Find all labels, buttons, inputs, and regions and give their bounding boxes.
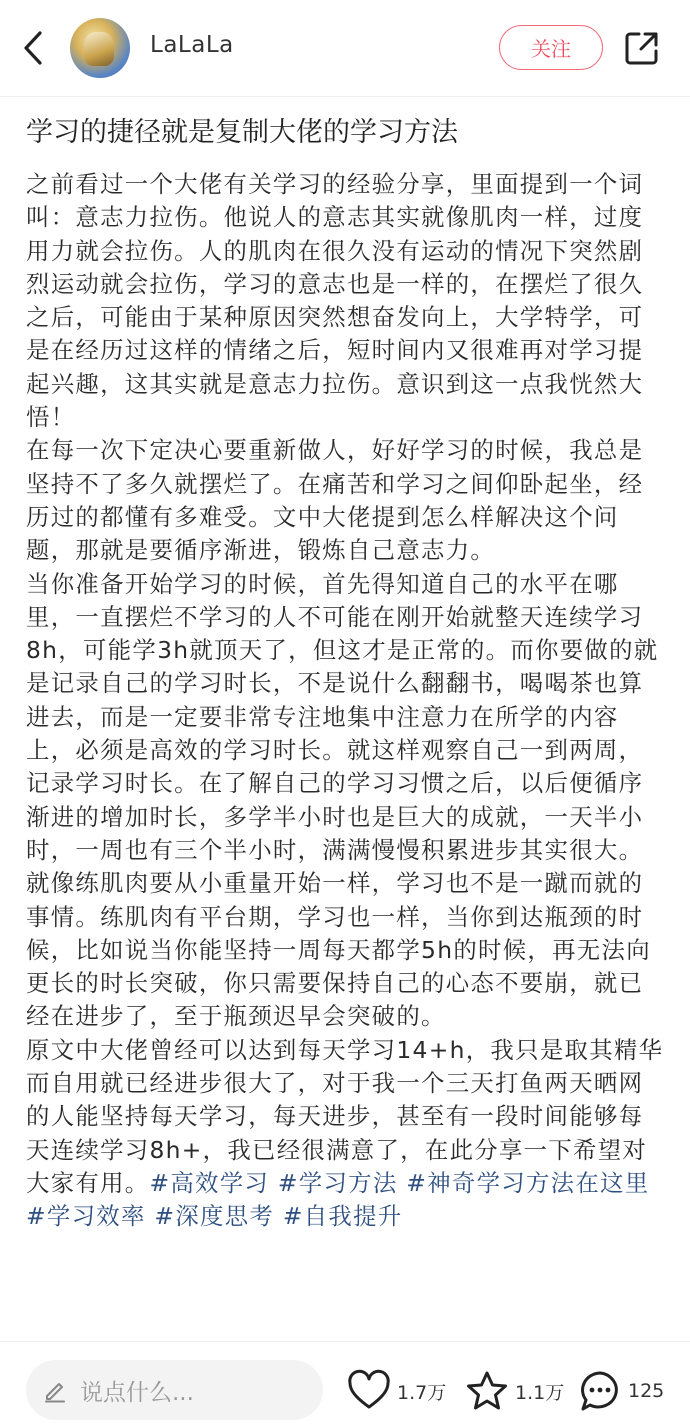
post-title: 学习的捷径就是复制大佬的学习方法 bbox=[26, 117, 458, 148]
hashtag[interactable]: #学习方法 bbox=[277, 1168, 398, 1197]
share-button[interactable] bbox=[622, 28, 662, 68]
post-paragraph: 当你准备开始学习的时候，首先得知道自己的水平在哪里，一直摆烂不学习的人不可能在刚开始就整天连续学习8h，可能学3h就顶天了，但这才是正常的。而你要做的就是记录自己的学习时长，不是说什么翻翻书，喝喝茶也算进去，而是一定要非常专注地集中注意力在所学的内容上，必须是高效的学习时长。就这样观察自己一到两周，记录学习时长。在了解自己的学习习惯之后，以后便循序渐进的增加时长，多学半小时也是巨大的成就，一天半小时，一周也有三个半小时，满满慢慢积累进步其实很大。就像练肌肉要从小重量开始一样，学习也不是一蹴而就的事情。练肌肉有平台期，学习也一样，当你到达瓶颈的时候，比如说当你能坚持一周每天都学5h的时候，再无法向更长的时长突破，你只需要保持自己的心态不要崩，就已经在进步了，至于瓶颈迟早会突破的。 bbox=[26, 569, 659, 1031]
follow-button[interactable]: 关注 bbox=[499, 25, 603, 70]
avatar[interactable] bbox=[70, 18, 130, 78]
comment-bubble-icon bbox=[578, 1369, 622, 1413]
collect-button[interactable] bbox=[465, 1366, 564, 1416]
comment-button[interactable] bbox=[578, 1366, 664, 1416]
top-bar bbox=[0, 0, 690, 97]
post-body bbox=[26, 168, 666, 1234]
back-button[interactable] bbox=[18, 28, 52, 68]
comment-input[interactable] bbox=[26, 1360, 323, 1420]
post-paragraph-text: 原文中大佬曾经可以达到每天学习14+h，我只是取其精华而自用就已经进步很大了，对于我一个三天打鱼两天晒网的人能坚持每天学习，每天进步，甚至有一段时间能够每天连续学习8h+，我已经很满意了，在此分享一下希望对大家有用。 bbox=[26, 1035, 664, 1197]
comment-placeholder: 说点什么... bbox=[80, 1379, 194, 1406]
comment-count: 125 bbox=[628, 1380, 665, 1402]
post-paragraph: 之前看过一个大佬有关学习的经验分享，里面提到一个词叫：意志力拉伤。他说人的意志其实就像肌肉一样，过度用力就会拉伤。人的肌肉在很久没有运动的情况下突然剧烈运动就会拉伤，学习的意志也是一样的，在摆烂了很久之后，可能由于某种原因突然想奋发向上，大学特学，可是在经历过这样的情绪之后，短时间内又很难再对学习提起兴趣，这其实就是意志力拉伤。意识到这一点我恍然大悟！ bbox=[26, 170, 644, 432]
post-content bbox=[26, 110, 666, 1234]
hashtag[interactable]: #高效学习 bbox=[149, 1168, 270, 1197]
back-arrow-icon bbox=[18, 28, 52, 68]
divider bbox=[0, 1341, 690, 1342]
pencil-icon bbox=[42, 1377, 68, 1403]
post-paragraph: 在每一次下定决心要重新做人，好好学习的时候，我总是坚持不了多久就摆烂了。在痛苦和学习之间仰卧起坐，经历过的都懂有多难受。文中大佬提到怎么样解决这个问题，那就是要循序渐进，锻炼自己意志力。 bbox=[26, 436, 644, 565]
like-count: 1.7万 bbox=[397, 1381, 447, 1404]
share-icon bbox=[622, 28, 662, 68]
username[interactable]: LaLaLa bbox=[150, 32, 234, 58]
hashtag[interactable]: #神奇学习方法在这里 bbox=[406, 1168, 650, 1197]
collect-count: 1.1万 bbox=[515, 1381, 565, 1404]
like-button[interactable] bbox=[347, 1366, 446, 1416]
heart-icon bbox=[347, 1369, 391, 1413]
hashtag[interactable]: #深度思考 bbox=[154, 1202, 275, 1231]
post-paragraph bbox=[26, 1034, 666, 1234]
star-icon bbox=[465, 1369, 509, 1413]
hashtag[interactable]: #学习效率 bbox=[26, 1202, 146, 1231]
hashtag[interactable]: #自我提升 bbox=[282, 1202, 403, 1231]
